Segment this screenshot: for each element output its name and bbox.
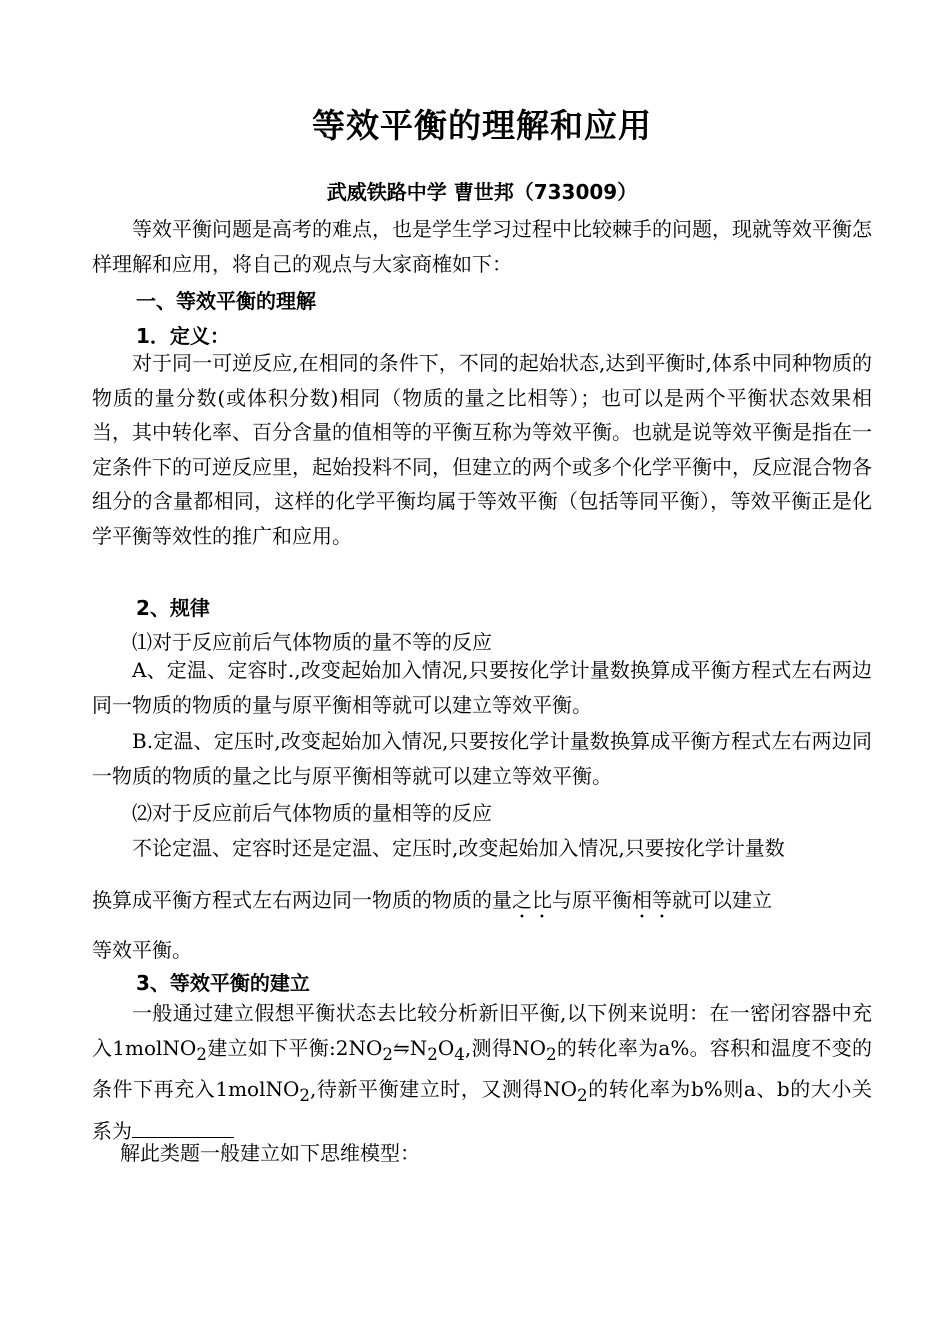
equilibrium-arrow-icon: ⇋	[392, 1035, 410, 1060]
model-intro: 解此类题一般建立如下思维模型：	[120, 1141, 420, 1165]
section-heading-understanding: 一、等效平衡的理解	[136, 289, 316, 313]
example-paragraph: 一般通过建立假想平衡状态去比较分析新旧平衡,以下例来说明：在一密闭容器中充入1molNO$_2$建立如下平衡$:2NO_2⇋N_2O_4$,测得$NO_2$的转化率为a%。容积和温度不变的条件下再充入1molNO$_2$,待新平衡建立时，又测得$NO_2$的转化率为b%则a、b的大小关系为	[92, 1001, 873, 1143]
document-title: 等效平衡的理解和应用	[312, 106, 652, 145]
emphasis-ratio: 之比	[512, 888, 552, 912]
rule1-case-b: B.定温、定压时,改变起始加入情况,只要按化学计量数换算成平衡方程式左右两边同一物质的物质的量之比与原平衡相等就可以建立等效平衡。	[92, 729, 872, 788]
rule2-line-3: 等效平衡。	[92, 938, 192, 962]
rule1-case-a: A、定温、定容时.,改变起始加入情况,只要按化学计量数换算成平衡方程式左右两边同一物质的物质的量与原平衡相等就可以建立等效平衡。	[92, 658, 872, 717]
author-line: 武威铁路中学 曹世邦（733009）	[326, 180, 638, 204]
definition-paragraph: 对于同一可逆反应,在相同的条件下，不同的起始状态,达到平衡时,体系中同种物质的物质的量分数(或体积分数)相同（物质的量之比相等）；也可以是两个平衡状态效果相当，其中转化率、百分含量的值相等的平衡互称为等效平衡。也就是说等效平衡是指在一定条件下的可逆反应里，起始投料不同，但建立的两个或多个化学平衡中，反应混合物各组分的含量都相同，这样的化学平衡均属于等效平衡（包括等同平衡），等效平衡正是化学平衡等效性的推广和应用。	[92, 351, 872, 548]
rule2-line-2: 换算成平衡方程式左右两边同一物质的物质的量之比与原平衡相等就可以建立	[92, 888, 772, 912]
subheading-definition: 1．定义：	[136, 324, 230, 348]
intro-paragraph: 等效平衡问题是高考的难点，也是学生学习过程中比较棘手的问题，现就等效平衡怎样理解和应用，将自己的观点与大家商榷如下：	[92, 217, 872, 276]
subheading-establish: 3、等效平衡的建立	[136, 971, 310, 995]
rule2-line-1: 不论定温、定容时还是定温、定压时,改变起始加入情况,只要按化学计量数	[132, 836, 785, 860]
rule1-heading: ⑴对于反应前后气体物质的量不等的反应	[132, 630, 492, 654]
rule2-heading: ⑵对于反应前后气体物质的量相等的反应	[132, 801, 492, 825]
answer-blank	[132, 1119, 234, 1138]
emphasis-equal: 相等	[632, 888, 672, 912]
subheading-rules: 2、规律	[136, 596, 210, 620]
